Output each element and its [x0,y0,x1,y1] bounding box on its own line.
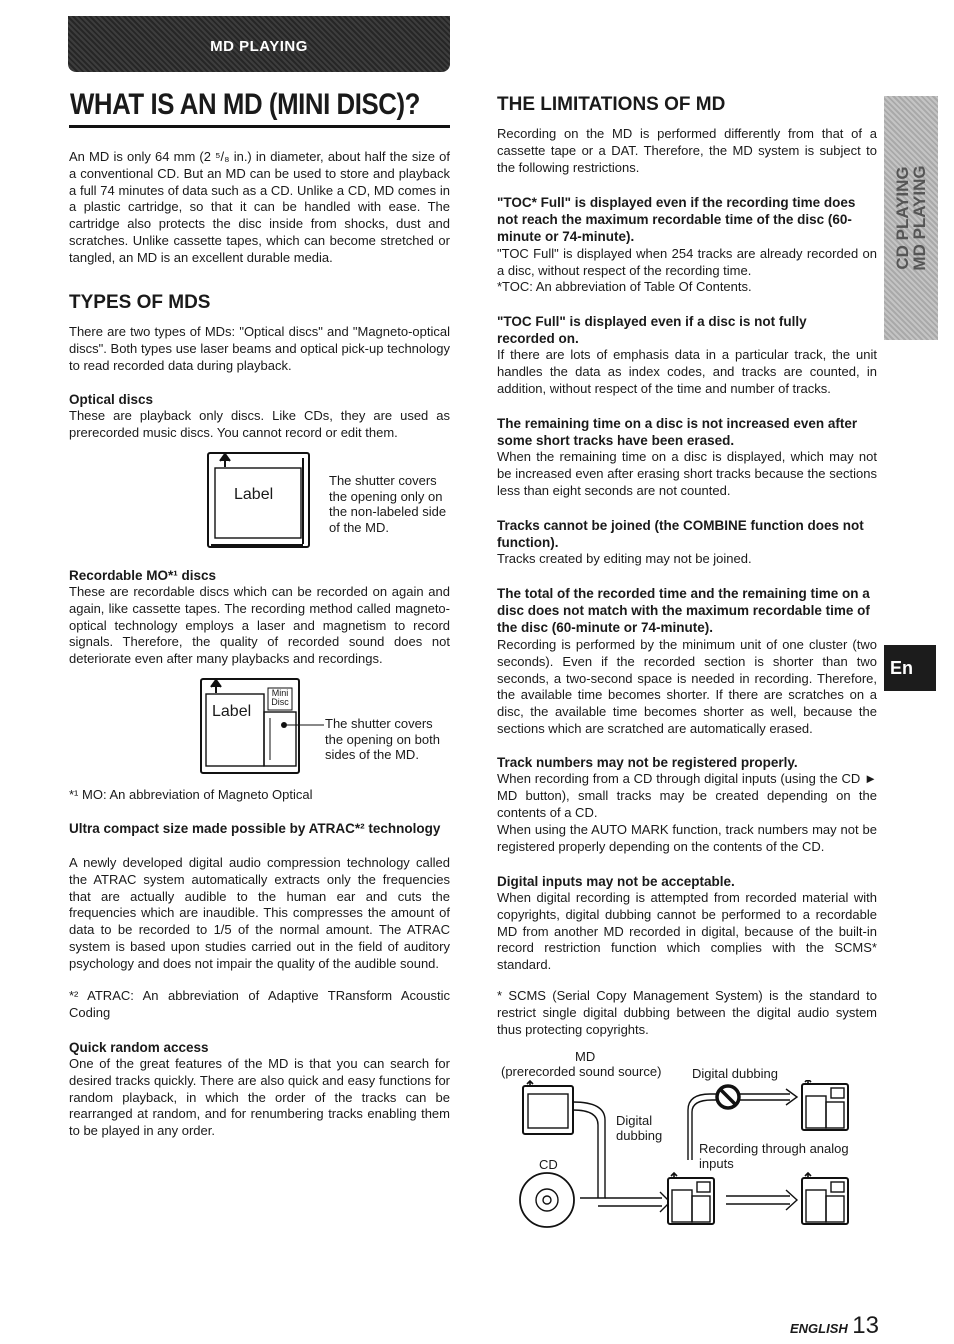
footer-language: ENGLISH [790,1321,848,1336]
diagram-md-sub: (prerecorded sound source) [501,1064,662,1079]
intro-paragraph: An MD is only 64 mm (2 ⁵/₈ in.) in diameter, about half the size of a conventional CD. But an MD can be used to store and playback a full 74 minutes of data such as a CD. Unlike a CD, MD comes in a plastic cartridge, so that it can be handled with ease. The cartridge also protects the disc inside from shocks, dust and scratches. Unlike cassette tapes, which can become stretched or tangled, an MD is an excellent durable media. [69,149,450,265]
random-body: One of the great features of the MD is that you can search for desired tracks quickly. There are also quick and easy functions for random playback, in which the order of the tracks can be rearranged at random, and for renumbering tracks enabling them to be played in any order. [69,1056,450,1139]
language-tab [884,645,936,691]
limit-6-heading: Track numbers may not be registered properly. [497,755,798,770]
diagram-analog-label-1: Recording through analog [699,1141,849,1156]
limit-5-heading: The total of the recorded time and the remaining time on a disc does not match with the maximum recordable time of the disc (60-minute or 74-minute). [497,586,870,635]
diagram-analog-label-2: inputs [699,1156,734,1171]
diagram-cd-label: CD [539,1157,558,1172]
side-section-tab [884,96,938,340]
limit-1-body: "TOC Full" is displayed when 254 tracks are already recorded on a disc, without respect of the recording time. [497,246,877,278]
limitations-intro: Recording on the MD is performed differently from that of a cassette tape or a DAT. Therefore, the MD system is subject to the following restrictions. [497,126,877,175]
scms-note: * SCMS (Serial Copy Management System) is the standard to restrict single digital dubbing between the digital audio system thus protecting copyrights. [497,988,877,1037]
diagram-digital-label-1: Digital [616,1113,653,1128]
section-header-bar [68,16,450,72]
limitations-heading: THE LIMITATIONS OF MD [497,94,726,115]
limit-6-body: When recording from a CD through digital inputs (using the CD ► MD button), small tracks may be created depending on the contents of a CD. [497,771,877,820]
limit-2-body: If there are lots of emphasis data in a particular track, the unit handles the data as index codes, and tracks are counted, in addition, without respect of the time and number of tracks. [497,347,877,396]
optical-figure-caption: The shutter covers the opening only on the non-labeled side of the MD. [329,473,447,535]
optical-body: These are playback only discs. Like CDs, they are used as prerecorded music discs. You cannot record or edit them. [69,408,450,440]
atrac-heading: Ultra compact size made possible by ATRAC*² technology [69,821,441,836]
diagram-digital-dubbing-top: Digital dubbing [692,1066,779,1081]
limit-1-heading: "TOC* Full" is displayed even if the recording time does not reach the maximum recordable time of the disc (60-minute or 74-minute). [497,195,856,244]
title-underline [69,125,450,128]
mo-figure-caption: The shutter covers the opening on both sides of the MD. [325,716,440,762]
mo-figure-logo-bottom: Disc [271,697,289,707]
mo-figure-label: Label [212,703,252,720]
mo-footnote: *¹ MO: An abbreviation of Magneto Optical [69,787,313,802]
dubbing-diagram [500,1080,870,1230]
limit-4-body: Tracks created by editing may not be joined. [497,551,752,566]
diagram-md-label: MD [575,1049,596,1064]
side-tab-line-2: MD PLAYING [910,165,929,271]
limit-6-body-2: When using the AUTO MARK function, track numbers may not be registered properly depending on the contents of the CD. [497,822,877,854]
page-number: 13 [852,1312,879,1339]
types-heading: TYPES OF MDS [69,292,211,313]
language-tab-label: En [890,658,914,678]
optical-figure-label: Label [234,486,274,503]
page-footer [790,1312,879,1340]
random-heading: Quick random access [69,1040,209,1055]
limit-3-body: When the remaining time on a disc is displayed, which may not be increased even after erasing short tracks because the sections less than eight seconds are not counted. [497,449,877,498]
diagram-digital-label-2: dubbing [616,1128,663,1143]
atrac-body: A newly developed digital audio compression technology called the ATRAC system automatically extracts only the frequencies that are actually audible to the human ear and cuts the frequencies which are inaudible. This compresses the amount of data to be recorded to 1/5 of the normal amount. The ATRAC system is based upon studies carried out in the field of auditory psychology and does not impair the quality of the audible sound. [69,855,450,971]
recordable-heading: Recordable MO*¹ discs [69,568,217,583]
limit-7-body: When digital recording is attempted from recorded material with copyrights, digital dubbing cannot be performed to a recordable MD from another MD recorded in digital, because of the built-in record restriction function which complies with the SCMS* standard. [497,890,877,973]
limit-2-heading: "TOC Full" is displayed even if a disc is not fully recorded on. [497,314,807,346]
mo-figure-logo-top: Mini [271,688,289,698]
atrac-footnote: *² ATRAC: An abbreviation of Adaptive TRansform Acoustic Coding [69,988,450,1020]
section-header-label: MD PLAYING [210,38,308,55]
recordable-body: These are recordable discs which can be recorded on again and again, like cassette tapes. The recording method called magneto-optical technology employs a laser and magnetism to record signals. Therefore, the quality of recorded sound does not deteriorate even after many playbacks and recordings. [69,584,450,667]
mo-disc-figure [198,676,330,776]
limit-3-heading: The remaining time on a disc is not increased even after some short tracks have been erased. [497,416,858,448]
optical-heading: Optical discs [69,392,154,407]
limit-4-heading: Tracks cannot be joined (the COMBINE function does not function). [497,518,864,550]
page-title: WHAT IS AN MD (MINI DISC)? [70,88,420,121]
limit-7-heading: Digital inputs may not be acceptable. [497,874,735,889]
side-tab-line-1: CD PLAYING [893,166,912,270]
limit-1-note: *TOC: An abbreviation of Table Of Contents. [497,279,752,294]
side-tab-text [894,165,928,270]
types-intro: There are two types of MDs: "Optical discs" and "Magneto-optical discs". Both types use laser beams and optical pick-up technology to read recorded data during playback. [69,324,450,373]
limit-5-body: Recording is performed by the minimum unit of one cluster (two seconds). Even if the recorded section is shorter than two seconds, a two-second space is needed in recording. Therefore, the available time becomes shorter. If there are scratches on a disc, the available time becomes shorter as well, because the sections which are scratched are automatically erased. [497,637,877,736]
